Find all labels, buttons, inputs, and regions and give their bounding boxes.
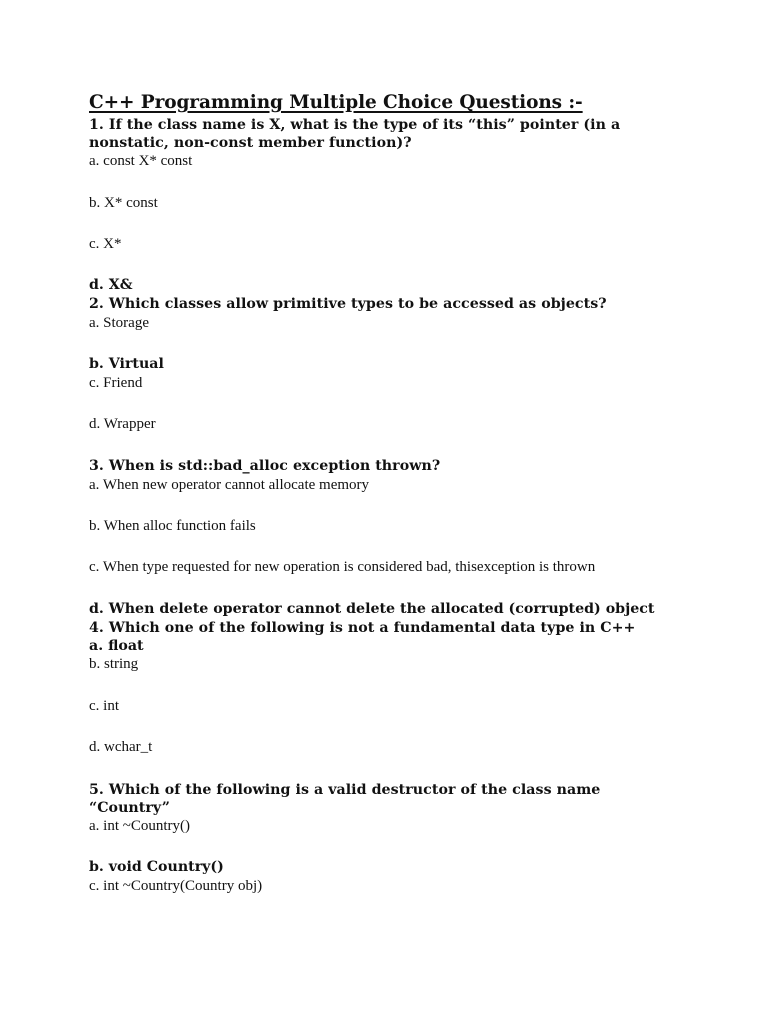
question-5-option-b: b. void Country() [89, 859, 224, 875]
question-5-text-line-2: “Country” [89, 800, 170, 816]
question-1-option-b: b. X* const [89, 195, 158, 211]
question-3-option-c: c. When type requested for new operation is considered bad, thisexception is thrown [89, 559, 596, 575]
question-2-text: 2. Which classes allow primitive types to be accessed as objects? [89, 296, 607, 312]
question-2-option-a: a. Storage [89, 315, 149, 331]
question-1-option-d: d. X& [89, 277, 133, 293]
question-3-option-a: a. When new operator cannot allocate memory [89, 477, 370, 493]
question-4-text: 4. Which one of the following is not a fundamental data type in C++ [89, 620, 636, 636]
question-1-option-c: c. X* [89, 236, 122, 252]
question-3-text: 3. When is std::bad_alloc exception thrown? [89, 458, 441, 474]
question-4-option-c: c. int [89, 698, 119, 714]
question-1-option-a: a. const X* const [89, 153, 193, 169]
question-4-option-a: a. float [89, 638, 144, 654]
question-4-option-b: b. string [89, 656, 139, 672]
question-3-option-b: b. When alloc function fails [89, 518, 256, 534]
question-1-text-line-1: 1. If the class name is X, what is the type of its “this” pointer (in a [89, 117, 621, 133]
question-3-option-d: d. When delete operator cannot delete the allocated (corrupted) object [89, 601, 655, 617]
question-2-option-c: c. Friend [89, 375, 143, 391]
question-2-option-d: d. Wrapper [89, 416, 156, 432]
question-5-option-a: a. int ~Country() [89, 818, 191, 834]
page-title: C++ Programming Multiple Choice Questions :- [89, 92, 583, 113]
question-1-text-line-2: nonstatic, non-const member function)? [89, 135, 412, 151]
question-4-option-d: d. wchar_t [89, 739, 153, 755]
question-5-text-line-1: 5. Which of the following is a valid destructor of the class name [89, 782, 601, 798]
question-2-option-b: b. Virtual [89, 356, 164, 372]
question-5-option-c: c. int ~Country(Country obj) [89, 878, 263, 894]
